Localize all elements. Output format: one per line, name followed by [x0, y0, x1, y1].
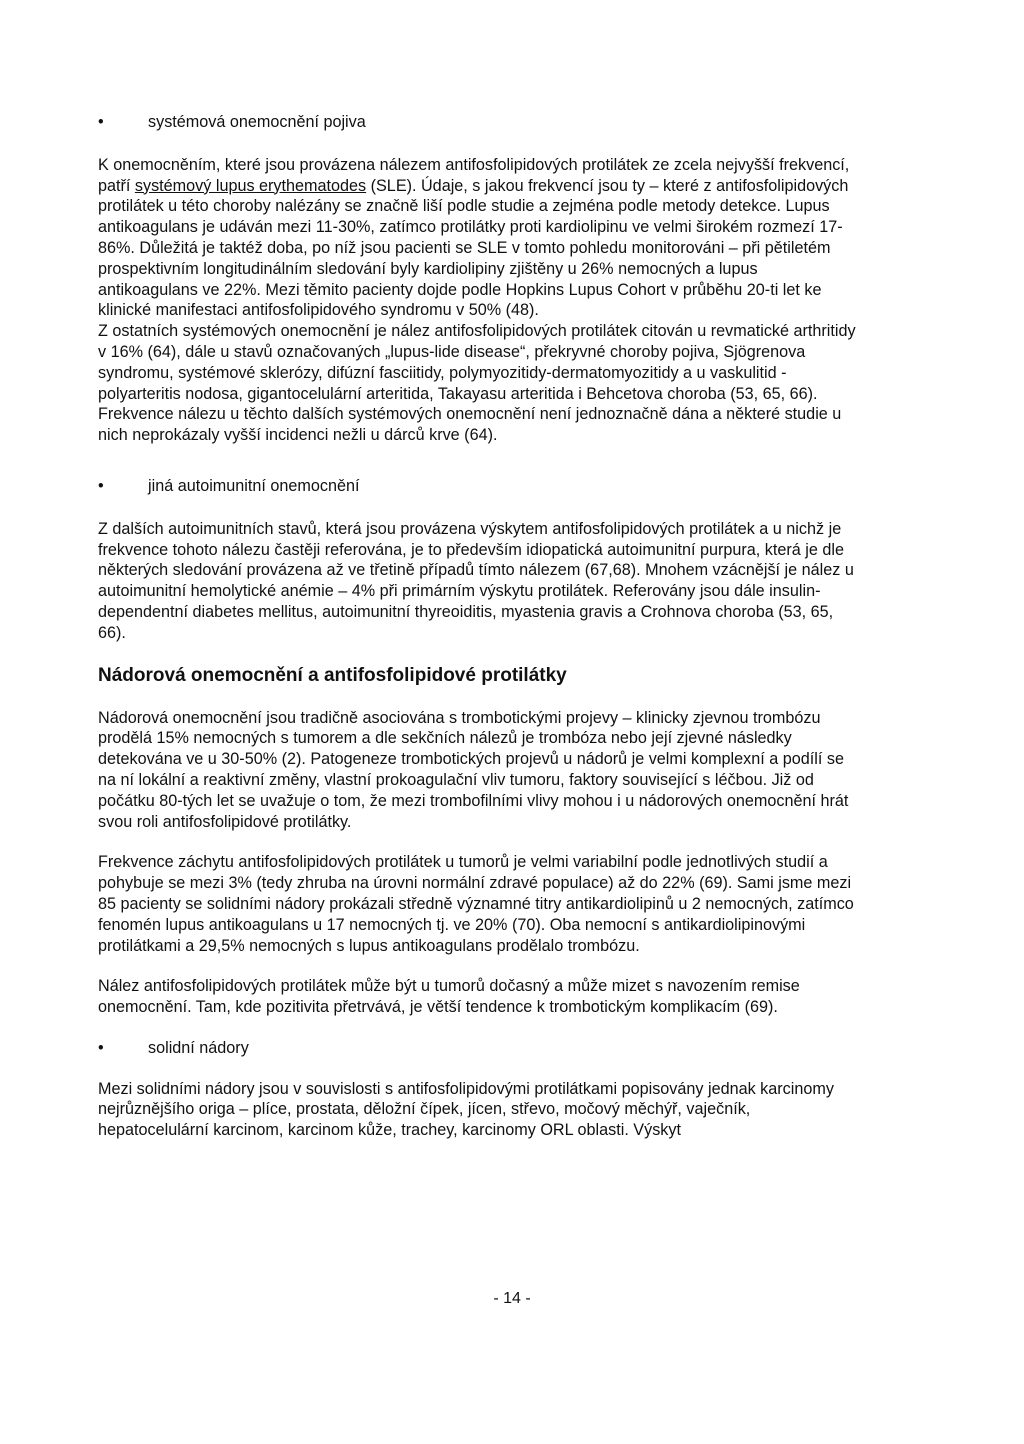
paragraph-sle-rest: (SLE). Údaje, s jakou frekvencí jsou ty – které z antifosfolipidových protilátek u této choroby nalézány se značně liší podle studie a zejména podle metody detekce. Lupus antikoagulans je udáván mezi 11-30%, zatímco protilátky proti kardiolipinu ve velmi širokém rozmezí 17-86%. Důležitá je taktéž doba, po níž jsou pacienti se SLE v tomto pohledu monitorováni – při pětiletém prospektivním longitudinálním sledování byly kardiolipiny zjištěny u 26% nemocných a lupus antikoagulans ve 22%. Mezi těmito pacienty dojde podle Hopkins Lupus Cohort v průběhu 20-ti let ke klinické manifestaci antifosfolipidového syndromu v 50% (48).	[98, 176, 849, 320]
bullet-dot: •	[98, 1038, 104, 1057]
bullet-label: systémová onemocnění pojiva	[148, 113, 366, 131]
paragraph-sle-start: K onemocněním, které jsou provázena nálezem antifosfolipidových protilátek ze zcela nejvyšší frekvencí, patří	[98, 155, 850, 195]
paragraph-solid-tumors: Mezi solidními nádory jsou v souvislosti s antifosfolipidovými protilátkami popisovány jednak karcinomy nejrůznějšího origa – plíce, prostata, děložní čípek, jícen, střevo, močový měchýř, vaječník, hepatocelulární karcinom, karcinom kůže, trachey, karcinomy ORL oblasti. Výskyt	[98, 1079, 834, 1140]
bullet-label: solidní nádory	[148, 1038, 249, 1057]
paragraph-tumors-intro: Nádorová onemocnění jsou tradičně asociována s trombotickými projevy – klinicky zjevnou trombózu prodělá 15% nemocných s tumorem a dle sekčních nálezů je trombóza nebo její zjevné následky detekována ve u 30-50% (2). Patogeneze trombotických projevů u nádorů je velmi komplexní a podílí se na ní lokální a reaktivní změny, vlastní prokoagulační vliv tumoru, faktory související s léčbou. Již od počátku 80-tých let se uvažuje o tom, že mezi trombofilními vlivy mohou i u nádorových onemocnění hrát svou roli antifosfolipidové protilátky.	[98, 708, 849, 831]
bullet-dot: •	[98, 113, 104, 131]
paragraph-autoimmune: Z dalších autoimunitních stavů, která jsou provázena výskytem antifosfolipidových protilátek a u nichž je frekvence tohoto nálezu častěji referována, je to především idiopatická autoimunitní purpura, která je dle některých sledování provázena až ve třetině případů tímto nálezem (67,68). Mnohem vzácnější je nález u autoimunitní hemolytické anémie – 4% při primárním výskytu protilátek. Referovány jsou dále insulin-dependentní diabetes mellitus, autoimunitní thyreoiditis, myastenia gravis a Crohnova choroba (53, 65, 66).	[98, 519, 854, 642]
section-heading: Nádorová onemocnění a antifosfolipidové protilátky	[98, 664, 567, 686]
paragraph-tumor-frequency: Frekvence záchytu antifosfolipidových protilátek u tumorů je velmi variabilní podle jednotlivých studií a pohybuje se mezi 3% (tedy zhruba na úrovni normální zdravé populace) až do 22% (69). Sami jsme mezi 85 pacienty se solidními nádory prokázali středně významné titry antikardiolipinů u 2 nemocných, zatímco fenomén lupus antikoagulans u 17 nemocných tj. ve 20% (70). Oba nemocní s antikardiolipinovými protilátkami a 29,5% nemocných s lupus antikoagulans prodělalo trombózu.	[98, 853, 854, 955]
bullet-systemic-diseases	[98, 112, 858, 133]
paragraph-temporary-finding: Nález antifosfolipidových protilátek může být u tumorů dočasný a může mizet s navozením remise onemocnění. Tam, kde pozitivita přetrvává, je větší tendence k trombotickým komplikacím (69).	[98, 977, 800, 1017]
paragraph-sle	[98, 155, 858, 321]
underlined-term: systémový lupus erythematodes	[134, 176, 367, 195]
bullet-label: jiná autoimunitní onemocnění	[148, 476, 360, 495]
page-number: - 14 -	[493, 1290, 531, 1307]
bullet-autoimmune	[98, 476, 858, 497]
bullet-solid-tumors	[98, 1038, 858, 1059]
bullet-dot: •	[98, 476, 104, 495]
page-content	[98, 112, 858, 1141]
paragraph-other-systemic: Z ostatních systémových onemocnění je nález antifosfolipidových protilátek citován u revmatické arthritidy v 16% (64), dále u stavů označovaných „lupus-lide disease“, překryvné choroby pojiva, Sjögrenova syndromu, systémové sklerózy, difúzní fasciitidy, polymyozitidy-dermatomyozitidy a u vaskulitid - polyarteritis nodosa, gigantocelulární arteritida, Takayasu arteritida i Behcetova choroba (53, 65, 66). Frekvence nálezu u těchto dalších systémových onemocnění není jednoznačně dána a některé studie u nich neprokázaly vyšší incidenci nežli u dárců krve (64).	[98, 322, 856, 445]
